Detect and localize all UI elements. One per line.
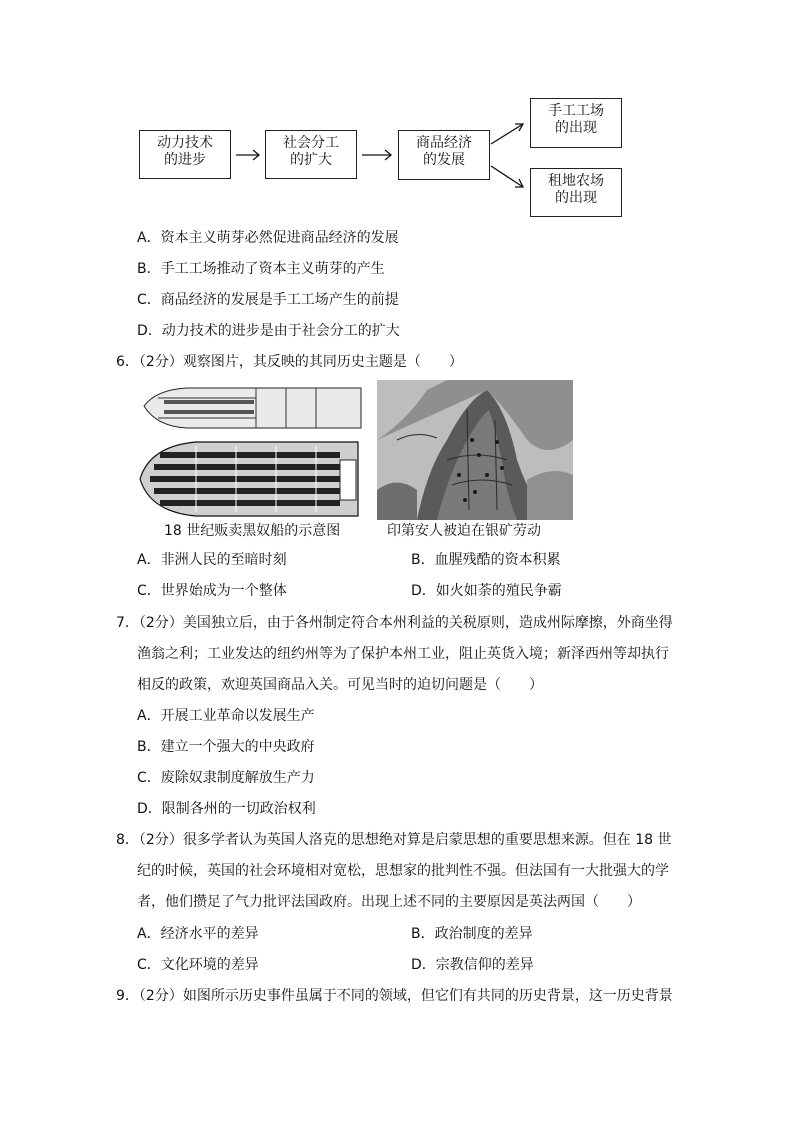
q6-option-b[interactable]: B．血腥残酷的资本积累 — [411, 552, 561, 568]
box-division-labor: 社会分工 的扩大 — [265, 130, 357, 179]
q8-line-3: 者，他们攒足了气力批评法国政府。出现上述不同的主要原因是英法两国（ ） — [137, 894, 641, 910]
q5-option-c[interactable]: C．商品经济的发展是手工工场产生的前提 — [137, 292, 399, 308]
diagram-arrows — [0, 0, 794, 260]
q6-option-a[interactable]: A．非洲人民的至暗时刻 — [137, 552, 287, 568]
q8-line-1: 8．（2分）很多学者认为英国人洛克的思想绝对算是启蒙思想的重要思想来源。但在 18 世 — [116, 832, 672, 848]
q6-option-d[interactable]: D．如火如荼的殖民争霸 — [411, 583, 562, 599]
q8-line-2: 纪的时候，英国的社会环境相对宽松，思想家的批判性不强。但法国有一大批强大的学 — [137, 863, 669, 879]
q7-option-a[interactable]: A．开展工业革命以发展生产 — [137, 708, 315, 724]
q5-option-b[interactable]: B．手工工场推动了资本主义萌芽的产生 — [137, 261, 385, 277]
q7-option-d[interactable]: D．限制各州的一切政治权利 — [137, 801, 316, 817]
box-commodity-economy: 商品经济 的发展 — [398, 130, 490, 180]
q7-option-c[interactable]: C．废除奴隶制度解放生产力 — [137, 770, 315, 786]
q5-option-a[interactable]: A．资本主义萌芽必然促进商品经济的发展 — [137, 230, 399, 246]
q9-line-1: 9．（2分）如图所示历史事件虽属于不同的领域，但它们有共同的历史背景，这一历史背景 — [116, 988, 673, 1004]
q8-option-c[interactable]: C．文化环境的差异 — [137, 957, 259, 973]
box-power-tech: 动力技术 的进步 — [139, 130, 231, 179]
box-workshop: 手工工场 的出现 — [530, 98, 622, 148]
silver-mine-image — [377, 380, 573, 520]
q8-option-b[interactable]: B．政治制度的差异 — [411, 926, 533, 942]
slave-ship-image — [136, 384, 364, 520]
arrow-4 — [491, 166, 523, 187]
q7-line-2: 渔翁之利；工业发达的纽约州等为了保护本州工业，阻止英货入境；新泽西州等却执行 — [137, 646, 669, 662]
box-farm: 租地农场 的出现 — [530, 168, 622, 217]
q6-stem: 6．（2分）观察图片，其反映的其同历史主题是（ ） — [116, 354, 463, 370]
q7-line-3: 相反的政策，欢迎英国商品入关。可见当时的迫切问题是（ ） — [137, 677, 543, 693]
caption-slave-ship: 18 世纪贩卖黑奴船的示意图 — [164, 523, 341, 539]
arrow-3 — [491, 124, 523, 144]
q7-line-1: 7．（2分）美国独立后，由于各州制定符合本州利益的关税原则，造成州际摩擦，外商坐得 — [116, 615, 673, 631]
q6-option-c[interactable]: C．世界始成为一个整体 — [137, 583, 287, 599]
q7-option-b[interactable]: B．建立一个强大的中央政府 — [137, 739, 315, 755]
q8-option-a[interactable]: A．经济水平的差异 — [137, 926, 259, 942]
caption-silver-mine: 印第安人被迫在银矿劳动 — [387, 523, 541, 539]
q5-option-d[interactable]: D．动力技术的进步是由于社会分工的扩大 — [137, 323, 400, 339]
q8-option-d[interactable]: D．宗教信仰的差异 — [411, 957, 534, 973]
